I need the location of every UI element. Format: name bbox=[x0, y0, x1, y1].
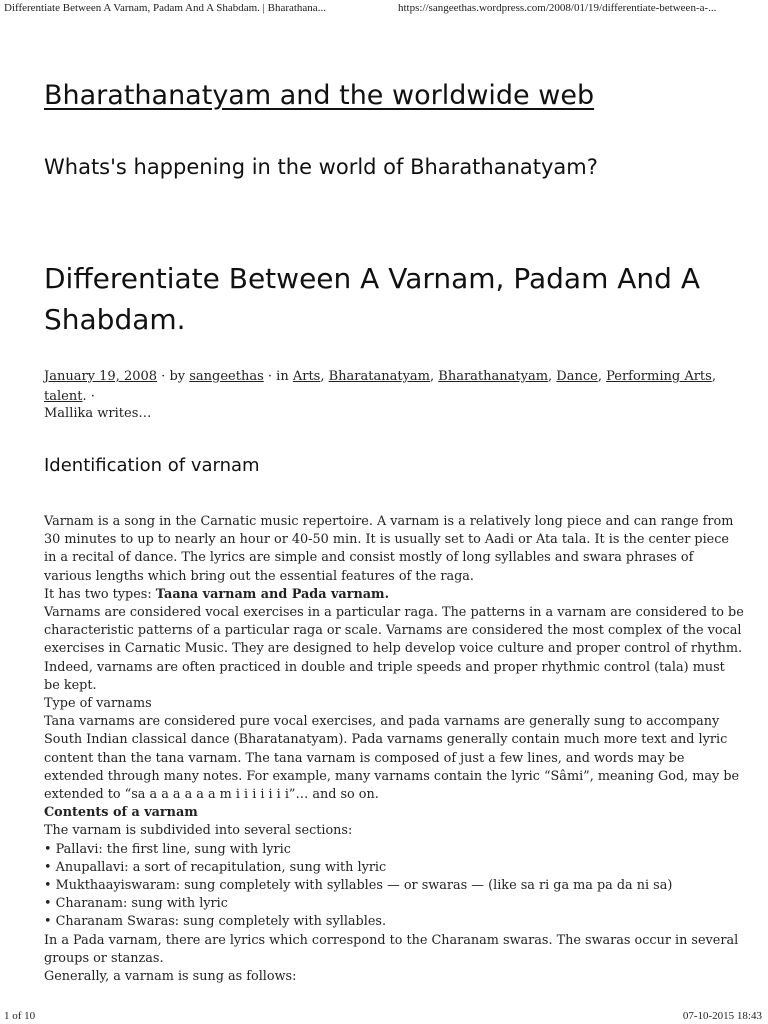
category-link-performing-arts[interactable]: Performing Arts bbox=[606, 369, 712, 384]
paragraph-tana-pada: Tana varnams are considered pure vocal exercises, and pada varnams are generally sung to accompany South Indian classical dance (Bharatanatyam). Pada varnams generally contain much more text and lyric content than the tana varnam. The tana varnam is composed of just a few lines, and words may be extended through many notes. For example, many varnams contain the lyric “Sâmi”, meaning God, may be extended to “sa a a a a a a m i i i i i i i”… and so on. bbox=[44, 714, 740, 803]
print-header bbox=[0, 0, 768, 26]
type-of-varnams-label: Type of varnams bbox=[44, 696, 152, 712]
site-tagline: Whats's happening in the world of Bharathanatyam? bbox=[44, 155, 598, 179]
paragraph-two-types bbox=[44, 586, 744, 604]
list-item: • Pallavi: the first line, sung with lyric bbox=[44, 841, 744, 859]
post-intro: Mallika writes… bbox=[44, 406, 152, 421]
category-link-bharatanatyam[interactable]: Bharatanatyam bbox=[328, 369, 430, 384]
category-link-arts[interactable]: Arts bbox=[292, 369, 321, 384]
list-item: • Charanam: sung with lyric bbox=[44, 895, 744, 913]
page-number: 1 of 10 bbox=[4, 1010, 36, 1022]
two-types-bold: Taana varnam and Pada varnam. bbox=[155, 586, 390, 602]
author-link[interactable]: sangeethas bbox=[189, 369, 264, 384]
category-link-talent[interactable]: talent bbox=[44, 389, 83, 404]
list-item: • Mukthaayiswaram: sung completely with syllables — or swaras — (like sa ri ga ma pa da ni sa) bbox=[44, 877, 744, 895]
site-title-link[interactable]: Bharathanatyam and the worldwide web bbox=[44, 80, 595, 111]
post-title: Differentiate Between A Varnam, Padam And A Shabdam. bbox=[44, 262, 700, 336]
paragraph-sung-as-follows: Generally, a varnam is sung as follows: bbox=[44, 969, 297, 985]
meta-by-text: · by bbox=[157, 369, 190, 384]
print-footer bbox=[0, 1008, 768, 1024]
category-link-bharathanatyam[interactable]: Bharathanatyam bbox=[438, 369, 549, 384]
post-date-link[interactable]: January 19, 2008 bbox=[44, 369, 158, 384]
post-content bbox=[44, 513, 744, 986]
post-meta: January 19, 2008 · by sangeethas · in Arts, Bharatanatyam, Bharathanatyam, Dance, Performing Arts, talent. · bbox=[44, 369, 716, 404]
print-datetime: 07-10-2015 18:43 bbox=[682, 1010, 762, 1022]
contents-heading bbox=[44, 804, 744, 822]
print-header-url: https://sangeethas.wordpress.com/2008/01/19/differentiate-between-a-... bbox=[398, 2, 717, 14]
list-item: • Charanam Swaras: sung completely with syllables. bbox=[44, 913, 744, 931]
two-types-label: It has two types: bbox=[44, 586, 156, 602]
list-item: • Anupallavi: a sort of recapitulation, sung with lyric bbox=[44, 859, 744, 877]
category-link-dance[interactable]: Dance bbox=[556, 369, 598, 384]
meta-in-text: · in bbox=[263, 369, 293, 384]
sections-intro: The varnam is subdivided into several sections: bbox=[44, 823, 353, 839]
section-heading: Identification of varnam bbox=[44, 455, 260, 476]
print-header-title: Differentiate Between A Varnam, Padam And A Shabdam. | Bharathana... bbox=[4, 2, 326, 14]
meta-end-text: . · bbox=[82, 389, 95, 404]
paragraph-pada-varnam: In a Pada varnam, there are lyrics which correspond to the Charanam swaras. The swaras occur in several groups or stanzas. bbox=[44, 932, 739, 966]
paragraph-vocal-exercises: Varnams are considered vocal exercises in a particular raga. The patterns in a varnam are considered to be characteristic patterns of a particular raga or scale. Varnams are considered the most complex of the vocal exercises in Carnatic Music. They are designed to help develop voice culture and proper control of rhythm. Indeed, varnams are often practiced in double and triple speeds and proper rhythmic control (tala) must be kept. bbox=[44, 605, 744, 693]
sections-list bbox=[44, 841, 744, 932]
contents-heading-text: Contents of a varnam bbox=[44, 805, 198, 821]
paragraph-definition: Varnam is a song in the Carnatic music repertoire. A varnam is a relatively long piece and can range from 30 minutes to up to nearly an hour or 40-50 min. It is usually set to Aadi or Ata tala. It is the center piece in a recital of dance. The lyrics are simple and consist mostly of long syllables and swara phrases of various lengths which bring out the essential features of the raga. bbox=[44, 514, 734, 584]
